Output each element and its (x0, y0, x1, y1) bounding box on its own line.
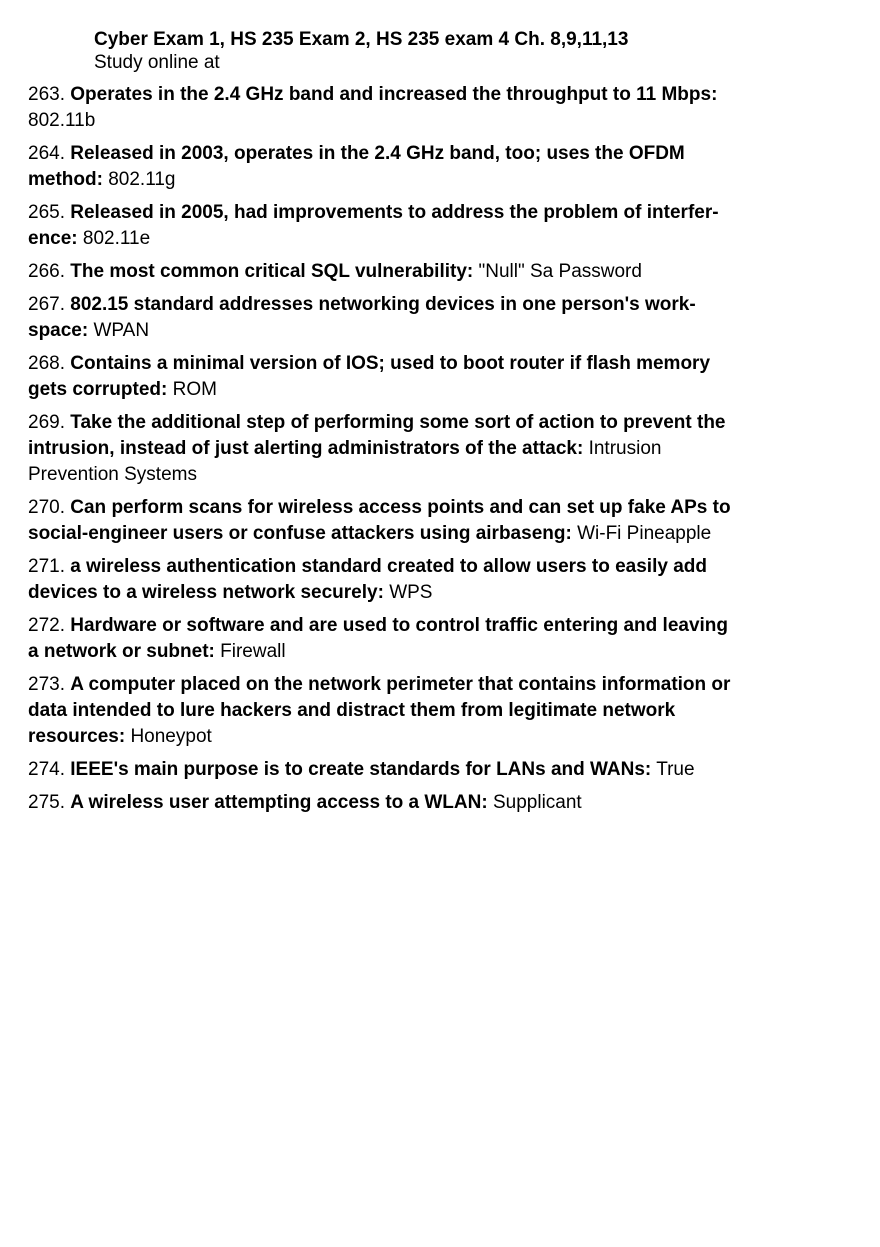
item-answer: 802.11b (28, 110, 96, 131)
document-header (94, 28, 794, 74)
item-question: Operates in the 2.4 GHz band and increased the throughput to 11 Mbps: (70, 84, 718, 105)
item-question: a wireless authentication standard created to allow users to easily add devices to a wireless network securely: (28, 556, 707, 603)
item-question: Contains a minimal version of IOS; used to boot router if flash memory gets corrupted: (28, 353, 711, 400)
item-number: 273. (28, 674, 65, 695)
item-answer: WPAN (93, 320, 150, 341)
item-answer: 802.11g (108, 169, 176, 190)
item-answer: Intrusion Prevention Systems (28, 438, 662, 485)
item-number: 267. (28, 294, 65, 315)
item-number: 272. (28, 615, 65, 636)
item-question: IEEE's main purpose is to create standards for LANs and WANs: (70, 759, 652, 780)
flashcard-item (28, 82, 740, 134)
flashcard-item (28, 351, 740, 403)
flashcard-item (28, 259, 740, 285)
item-answer: True (656, 759, 695, 780)
item-number: 264. (28, 143, 65, 164)
flashcard-item (28, 200, 740, 252)
item-answer: 802.11e (82, 228, 151, 249)
item-question: 802.15 standard addresses networking devices in one person's work-space: (28, 294, 696, 341)
item-number: 269. (28, 412, 65, 433)
flashcard-item (28, 613, 740, 665)
item-number: 268. (28, 353, 65, 374)
item-number: 271. (28, 556, 65, 577)
flashcard-item (28, 495, 740, 547)
document-title: Cyber Exam 1, HS 235 Exam 2, HS 235 exam 4 Ch. 8,9,11,13 (94, 29, 629, 50)
item-question: Take the additional step of performing some sort of action to prevent the intrusion, instead of just alerting administrators of the attack: (28, 412, 726, 459)
item-question: The most common critical SQL vulnerability: (70, 261, 474, 282)
item-question: Can perform scans for wireless access points and can set up fake APs to social-engineer users or confuse attackers using airbaseng: (28, 497, 731, 544)
item-number: 270. (28, 497, 65, 518)
flashcard-item (28, 554, 740, 606)
item-answer: Wi-Fi Pineapple (577, 523, 712, 544)
item-number: 275. (28, 792, 65, 813)
document-subtitle: Study online at (94, 52, 220, 73)
item-question: Hardware or software and are used to control traffic entering and leaving a network or subnet: (28, 615, 729, 662)
item-number: 266. (28, 261, 65, 282)
flashcard-item (28, 410, 740, 488)
item-answer: Supplicant (492, 792, 582, 813)
flashcard-item (28, 141, 740, 193)
flashcard-item (28, 790, 740, 816)
item-answer: Honeypot (130, 726, 212, 747)
flashcard-item (28, 672, 740, 750)
flashcard-item (28, 757, 740, 783)
item-answer: "Null" Sa Password (478, 261, 642, 282)
item-question: Released in 2003, operates in the 2.4 GHz band, too; uses the OFDM method: (28, 143, 685, 190)
item-question: A wireless user attempting access to a WLAN: (70, 792, 488, 813)
flashcard-item (28, 292, 740, 344)
item-question: A computer placed on the network perimeter that contains information or data intended to lure hackers and distract them from legitimate network resources: (28, 674, 731, 747)
flashcard-list (28, 82, 740, 823)
item-answer: Firewall (220, 641, 286, 662)
item-question: Released in 2005, had improvements to address the problem of interfer-ence: (28, 202, 719, 249)
item-answer: WPS (389, 582, 433, 603)
item-answer: ROM (172, 379, 217, 400)
item-number: 263. (28, 84, 65, 105)
item-number: 265. (28, 202, 65, 223)
item-number: 274. (28, 759, 65, 780)
